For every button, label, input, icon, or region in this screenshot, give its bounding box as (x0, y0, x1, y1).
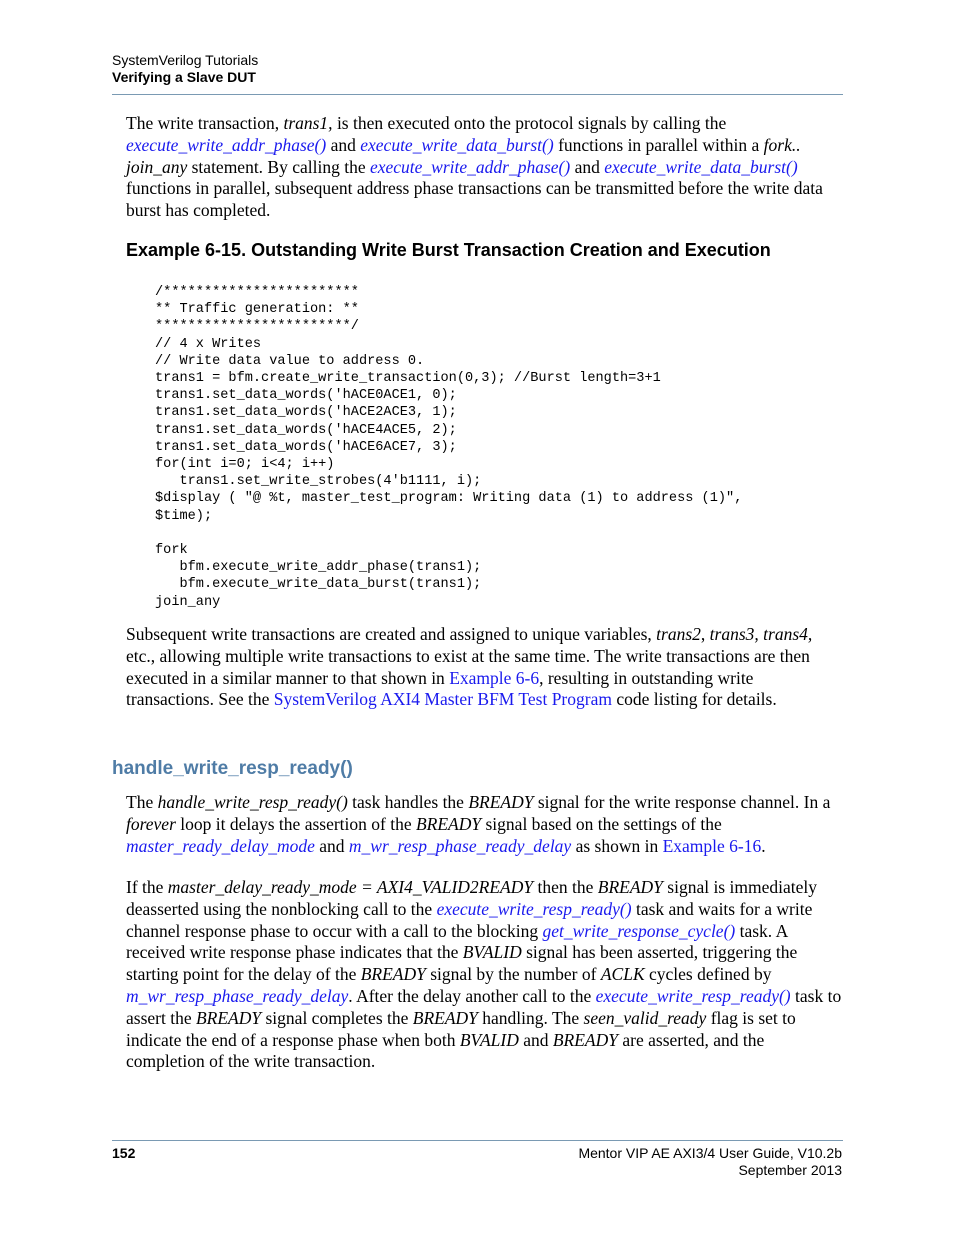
link-example-6-16[interactable]: Example 6-16 (662, 835, 762, 856)
link-execute-write-data-burst-2[interactable]: execute_write_data_burst() (604, 156, 798, 177)
valid2ready-paragraph: If the master_delay_ready_mode = AXI4_VALID2READY then the BREADY signal is immediately deasserted using the nonblocking call to the execute_write_resp_ready() task and waits for a write channel response phase to occur with a call to the blocking get_write_response_cycle() task. A received write response phase indicates that the BVALID signal has been asserted, triggering the starting point for the delay of the BREADY signal by the number of ACLK cycles defined by m_wr_resp_phase_ready_delay. After the delay another call to the execute_write_resp_ready() task to assert the BREADY signal completes the BREADY handling. The seen_valid_ready flag is set to indicate the end of a response phase when both BVALID and BREADY are asserted, and the completion of the write transaction. (126, 877, 842, 1072)
example-title: Example 6-15. Outstanding Write Burst Transaction Creation and Execution (126, 240, 771, 260)
footer-divider (112, 1140, 843, 1141)
running-header (112, 52, 842, 86)
link-test-program[interactable]: SystemVerilog AXI4 Master BFM Test Program (273, 689, 612, 710)
header-section: Verifying a Slave DUT (112, 69, 256, 85)
code-listing: /************************ ** Traffic generation: ** ************************/ // 4 x Writes // Write data value to address 0. trans1 = bfm.create_write_transaction(0,3); //Burst length=3+1 trans1.set_data_words('hACE0ACE1, 0); trans1.set_data_words('hACE2ACE3, 1); trans1.set_data_words('hACE4ACE5, 2); trans1.set_data_words('hACE6ACE7, 3); for(int i=0; i<4; i++) trans1.set_write_strobes(4'b1111, i); $display ( "@ %t, master_test_program: Writing data (1) to address (1)", $time); fork bfm.execute_write_addr_phase(trans1); bfm.execute_write_data_burst(trans1); join_any (155, 285, 743, 610)
link-m-wr-resp-phase-ready-delay-2[interactable]: m_wr_resp_phase_ready_delay (126, 985, 349, 1006)
trans1-var: trans1, (283, 113, 333, 133)
link-get-write-response-cycle[interactable]: get_write_response_cycle() (542, 920, 736, 941)
intro-paragraph: The write transaction, trans1, is then executed onto the protocol signals by calling the execute_write_addr_phase() and execute_write_data_burst() functions in parallel within a fork.. join_any statement. By calling the execute_write_addr_phase() and execute_write_data_burst() functions in parallel, subsequent address phase transactions can be transmitted before the write data burst has completed. (126, 113, 823, 221)
footer-guide-title: Mentor VIP AE AXI3/4 User Guide, V10.2b (578, 1145, 842, 1161)
page-number: 152 (112, 1145, 136, 1161)
link-execute-write-addr-phase-2[interactable]: execute_write_addr_phase() (369, 156, 571, 177)
header-divider (112, 94, 843, 95)
footer-date: September 2013 (738, 1162, 842, 1178)
running-footer (578, 1145, 842, 1179)
link-execute-write-addr-phase[interactable]: execute_write_addr_phase() (126, 134, 327, 155)
link-execute-write-resp-ready[interactable]: execute_write_resp_ready() (436, 898, 632, 919)
link-example-6-6[interactable]: Example 6-6 (449, 667, 540, 688)
link-m-wr-resp-phase-ready-delay[interactable]: m_wr_resp_phase_ready_delay (348, 835, 572, 856)
header-chapter: SystemVerilog Tutorials (112, 52, 259, 68)
link-master-ready-delay-mode[interactable]: master_ready_delay_mode (126, 835, 315, 856)
fork-join-any: fork.. join_any (126, 134, 801, 177)
handle-write-resp-ready-paragraph: The handle_write_resp_ready() task handles the BREADY signal for the write response channel. In a forever loop it delays the assertion of the BREADY signal based on the settings of the master_ready_delay_mode and m_wr_resp_phase_ready_delay as shown in Example 6-16. (126, 792, 831, 856)
link-execute-write-data-burst[interactable]: execute_write_data_burst() (360, 134, 554, 155)
link-execute-write-resp-ready-2[interactable]: execute_write_resp_ready() (595, 985, 791, 1006)
section-heading: handle_write_resp_ready() (112, 758, 353, 779)
subsequent-transactions-paragraph: Subsequent write transactions are created and assigned to unique variables, trans2, trans3, trans4, etc., allowing multiple write transactions to exist at the same time. The write transactions are then executed in a similar manner to that shown in Example 6-6, resulting in outstanding write transactions. See the SystemVerilog AXI4 Master BFM Test Program code listing for details. (126, 624, 813, 710)
